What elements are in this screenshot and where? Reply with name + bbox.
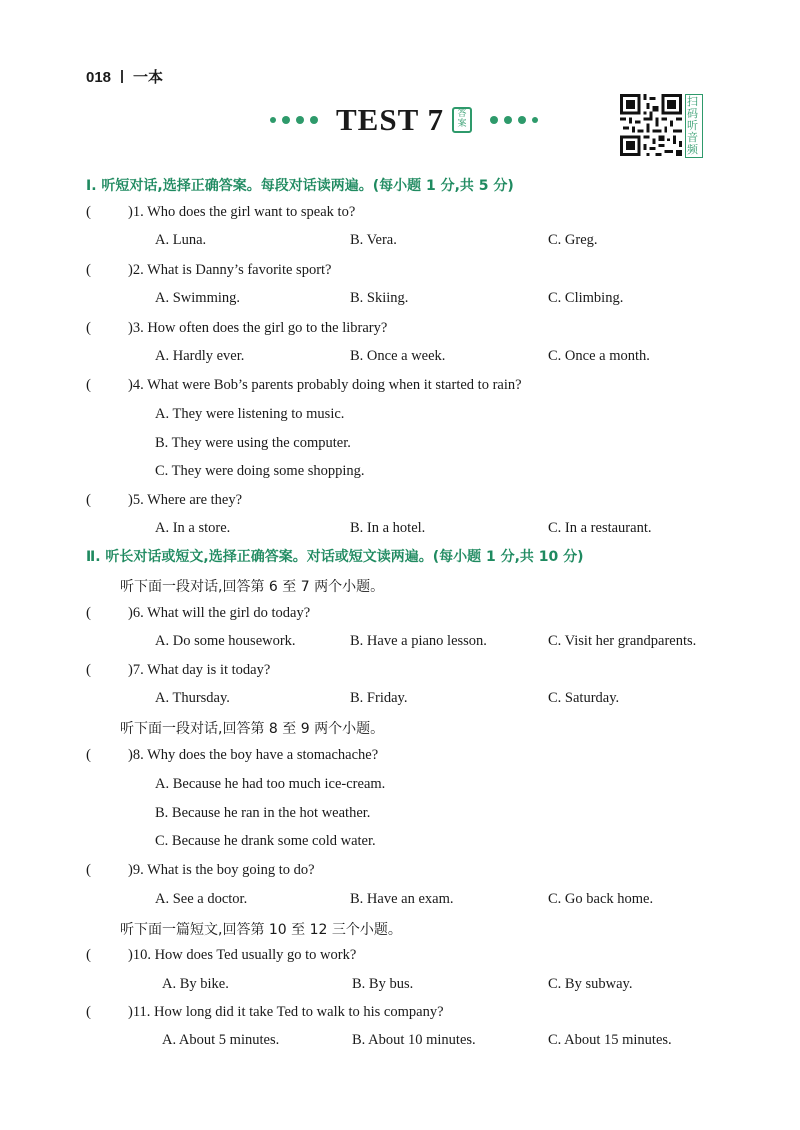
question-3: )3. How often does the girl go to the library? (128, 320, 388, 336)
option-11a: A. About 5 minutes. (162, 1032, 280, 1048)
question-8: )8. Why does the boy have a stomachache? (128, 747, 379, 763)
option-11b: B. About 10 minutes. (352, 1032, 476, 1048)
option-7c: C. Saturday. (548, 690, 620, 706)
answer-blank[interactable]: ( (86, 747, 91, 763)
section-heading-2: Ⅱ. 听长对话或短文,选择正确答案。对话或短文读两遍。(每小题 1 分,共 10 分) (86, 549, 584, 565)
question-6: )6. What will the girl do today? (128, 605, 311, 621)
option-5b: B. In a hotel. (350, 520, 426, 536)
answer-badge[interactable]: 答案 (452, 107, 472, 133)
option-10a: A. By bike. (162, 976, 229, 992)
question-11: )11. How long did it take Ted to walk to his company? (128, 1004, 444, 1020)
answer-blank[interactable]: ( (86, 862, 91, 878)
page-header (86, 66, 163, 87)
logo-text: 一本 (133, 69, 164, 86)
option-3b: B. Once a week. (350, 348, 446, 364)
option-8c: C. Because he drank some cold water. (155, 833, 376, 849)
option-11c: C. About 15 minutes. (548, 1032, 672, 1048)
option-10b: B. By bus. (352, 976, 414, 992)
qr-label: 扫码听音频 (685, 94, 703, 158)
section-heading-1: Ⅰ. 听短对话,选择正确答案。每段对话读两遍。(每小题 1 分,共 5 分) (86, 178, 514, 194)
option-4b: B. They were using the computer. (155, 435, 351, 451)
left-dots-decoration (270, 116, 318, 124)
instruction-1: 听下面一段对话,回答第 6 至 7 两个小题。 (120, 579, 385, 595)
page-number: 018 (86, 69, 112, 86)
answer-blank[interactable]: ( (86, 605, 91, 621)
question-4: )4. What were Bob’s parents probably doing when it started to rain? (128, 377, 522, 393)
option-8a: A. Because he had too much ice-cream. (155, 776, 386, 792)
answer-blank[interactable]: ( (86, 947, 91, 963)
answer-blank[interactable]: ( (86, 204, 91, 220)
answer-blank[interactable]: ( (86, 320, 91, 336)
answer-blank[interactable]: ( (86, 377, 91, 393)
option-6b: B. Have a piano lesson. (350, 633, 487, 649)
option-5a: A. In a store. (155, 520, 231, 536)
option-6c: C. Visit her grandparents. (548, 633, 697, 649)
option-7a: A. Thursday. (155, 690, 230, 706)
option-7b: B. Friday. (350, 690, 408, 706)
option-9b: B. Have an exam. (350, 891, 454, 907)
instruction-2: 听下面一段对话,回答第 8 至 9 两个小题。 (120, 721, 385, 737)
title-bar (270, 100, 538, 140)
answer-blank[interactable]: ( (86, 1004, 91, 1020)
option-9c: C. Go back home. (548, 891, 654, 907)
header-divider (121, 70, 123, 83)
answer-blank[interactable]: ( (86, 662, 91, 678)
option-5c: C. In a restaurant. (548, 520, 652, 536)
option-6a: A. Do some housework. (155, 633, 296, 649)
option-8b: B. Because he ran in the hot weather. (155, 805, 371, 821)
option-1b: B. Vera. (350, 232, 397, 248)
instruction-3: 听下面一篇短文,回答第 10 至 12 三个小题。 (120, 922, 402, 938)
option-2a: A. Swimming. (155, 290, 240, 306)
qr-code-icon[interactable] (620, 94, 682, 156)
question-9: )9. What is the boy going to do? (128, 862, 315, 878)
option-1a: A. Luna. (155, 232, 207, 248)
option-1c: C. Greg. (548, 232, 598, 248)
question-2: )2. What is Danny’s favorite sport? (128, 262, 332, 278)
page-title: TEST 7 (336, 102, 444, 137)
option-3c: C. Once a month. (548, 348, 650, 364)
option-2c: C. Climbing. (548, 290, 624, 306)
option-9a: A. See a doctor. (155, 891, 248, 907)
answer-blank[interactable]: ( (86, 262, 91, 278)
question-7: )7. What day is it today? (128, 662, 271, 678)
option-4a: A. They were listening to music. (155, 406, 345, 422)
right-dots-decoration (490, 116, 538, 124)
question-1: )1. Who does the girl want to speak to? (128, 204, 356, 220)
option-3a: A. Hardly ever. (155, 348, 245, 364)
option-4c: C. They were doing some shopping. (155, 463, 365, 479)
question-10: )10. How does Ted usually go to work? (128, 947, 357, 963)
option-2b: B. Skiing. (350, 290, 409, 306)
option-10c: C. By subway. (548, 976, 633, 992)
question-5: )5. Where are they? (128, 492, 243, 508)
answer-blank[interactable]: ( (86, 492, 91, 508)
